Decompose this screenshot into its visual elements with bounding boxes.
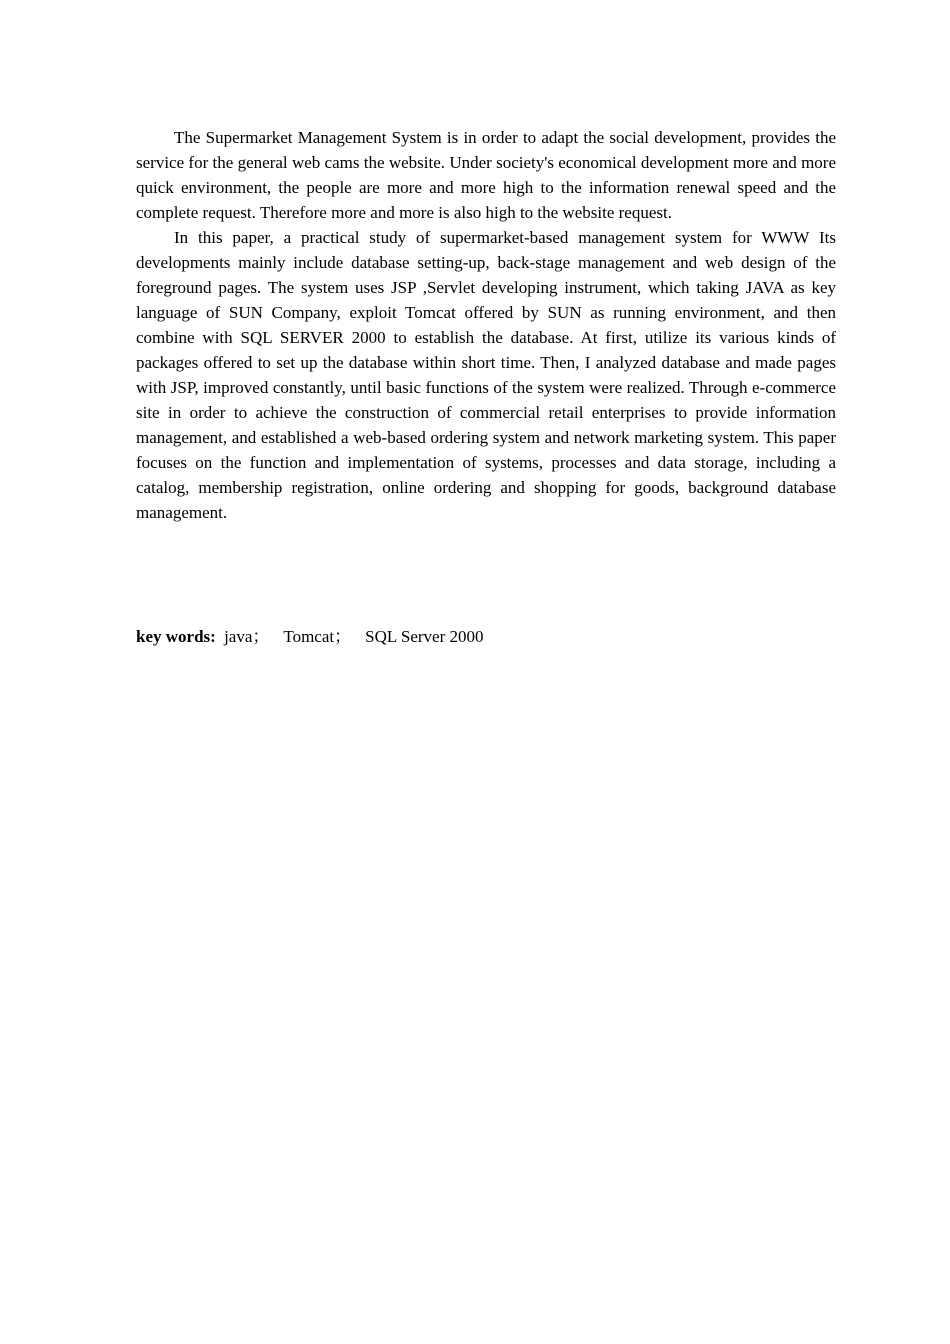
abstract-body <box>136 125 836 525</box>
keywords-label: key words: <box>136 627 216 646</box>
keywords-line <box>136 624 836 649</box>
abstract-paragraph-2: In this paper, a practical study of supermarket-based management system for WWW Its developments mainly include database setting-up, back-stage management and web design of the foreground pages. The system uses JSP ,Servlet developing instrument, which taking JAVA as key language of SUN Company, exploit Tomcat offered by SUN as running environment, and then combine with SQL SERVER 2000 to establish the database. At first, utilize its various kinds of packages offered to set up the database within short time. Then, I analyzed database and made pages with JSP, improved constantly, until basic functions of the system were realized. Through e-commerce site in order to achieve the construction of commercial retail enterprises to provide information management, and established a web-based ordering system and network marketing system. This paper focuses on the function and implementation of systems, processes and data storage, including a catalog, membership registration, online ordering and shopping for goods, background database management. <box>136 228 836 522</box>
keyword-sql-server: SQL Server 2000 <box>365 627 484 646</box>
abstract-paragraph-1: The Supermarket Management System is in order to adapt the social development, provides the service for the general web cams the website. Under society's economical development more and more quick environment, the people are more and more high to the information renewal speed and the complete request. Therefore more and more is also high to the website request. <box>136 128 836 222</box>
keyword-separator: ； <box>334 627 352 646</box>
keyword-java: java <box>224 627 253 646</box>
keyword-separator: ； <box>252 627 270 646</box>
keyword-tomcat: Tomcat <box>283 627 335 646</box>
